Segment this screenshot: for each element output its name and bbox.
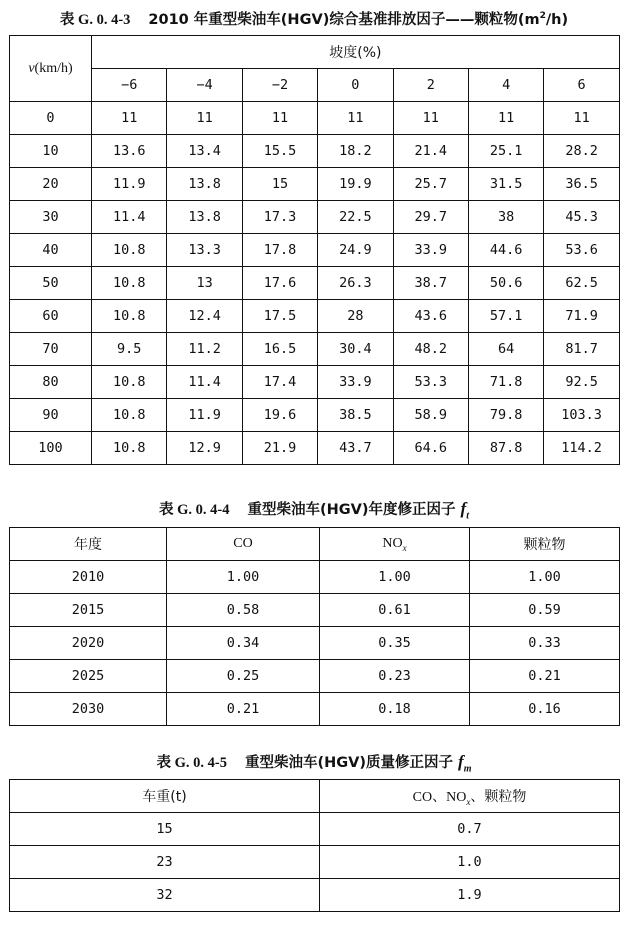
pm-cell: 1.00 bbox=[470, 561, 620, 594]
speed-cell: 0 bbox=[10, 102, 92, 135]
table2-factor: $f_t$ bbox=[460, 499, 469, 522]
grade-header: −6 bbox=[92, 69, 167, 102]
pm-cell: 0.59 bbox=[470, 594, 620, 627]
value-cell: 11.2 bbox=[167, 333, 242, 366]
value-cell: 38.5 bbox=[318, 399, 393, 432]
value-cell: 33.9 bbox=[318, 366, 393, 399]
table-row bbox=[10, 594, 620, 627]
value-cell: 10.8 bbox=[92, 234, 167, 267]
table1-title-sup: 2 bbox=[539, 11, 546, 22]
co-cell: 0.34 bbox=[167, 627, 320, 660]
speed-header bbox=[10, 36, 92, 102]
value-cell: 26.3 bbox=[318, 267, 393, 300]
value-cell: 45.3 bbox=[544, 201, 619, 234]
speed-cell: 50 bbox=[10, 267, 92, 300]
co-cell: 0.58 bbox=[167, 594, 320, 627]
value-cell: 11.9 bbox=[92, 168, 167, 201]
value-cell: 17.6 bbox=[242, 267, 317, 300]
table-row bbox=[10, 879, 620, 912]
value-cell: 12.4 bbox=[167, 300, 242, 333]
value-cell: 38.7 bbox=[393, 267, 468, 300]
table-row bbox=[10, 693, 620, 726]
grade-header: 2 bbox=[393, 69, 468, 102]
speed-cell: 90 bbox=[10, 399, 92, 432]
nox-header: $NO_x$ bbox=[320, 528, 470, 561]
value-cell: 28 bbox=[318, 300, 393, 333]
table1-caption bbox=[0, 8, 628, 29]
table2-caption bbox=[0, 498, 628, 521]
value-cell: 10.8 bbox=[92, 399, 167, 432]
value-cell: 18.2 bbox=[318, 135, 393, 168]
year-cell: 2025 bbox=[10, 660, 167, 693]
table2-number: 表 G. 0. 4-4 bbox=[158, 502, 230, 518]
value-cell: 81.7 bbox=[544, 333, 619, 366]
value-cell: 29.7 bbox=[393, 201, 468, 234]
weight-cell: 15 bbox=[10, 813, 320, 846]
value-cell: 17.3 bbox=[242, 201, 317, 234]
table2-year-factors bbox=[9, 527, 620, 726]
value-cell: 11 bbox=[468, 102, 543, 135]
value-cell: 31.5 bbox=[468, 168, 543, 201]
value-cell: 22.5 bbox=[318, 201, 393, 234]
pm-cell: 0.21 bbox=[470, 660, 620, 693]
value-cell: 44.6 bbox=[468, 234, 543, 267]
value-cell: 71.8 bbox=[468, 366, 543, 399]
table1-title-post: /h) bbox=[545, 12, 569, 28]
value-cell: 12.9 bbox=[167, 432, 242, 465]
year-cell: 2030 bbox=[10, 693, 167, 726]
value-cell: 25.1 bbox=[468, 135, 543, 168]
value-cell: 36.5 bbox=[544, 168, 619, 201]
table1-number: 表 G. 0. 4-3 bbox=[59, 12, 131, 28]
value-cell: 87.8 bbox=[468, 432, 543, 465]
value-cell: 10.8 bbox=[92, 300, 167, 333]
weight-cell: 32 bbox=[10, 879, 320, 912]
value-cell: 11 bbox=[167, 102, 242, 135]
value-cell: 30.4 bbox=[318, 333, 393, 366]
value-cell: 11 bbox=[92, 102, 167, 135]
weight-header: 车重(t) bbox=[10, 780, 320, 813]
table-row bbox=[10, 660, 620, 693]
value-cell: 11.4 bbox=[167, 366, 242, 399]
value-cell: 103.3 bbox=[544, 399, 619, 432]
table-row bbox=[10, 627, 620, 660]
value-cell: 62.5 bbox=[544, 267, 619, 300]
table-row bbox=[10, 813, 620, 846]
value-cell: 17.5 bbox=[242, 300, 317, 333]
table-row bbox=[10, 102, 620, 135]
value-cell: 11.4 bbox=[92, 201, 167, 234]
value-cell: 38 bbox=[468, 201, 543, 234]
value-cell: 11 bbox=[242, 102, 317, 135]
nox-cell: 0.18 bbox=[320, 693, 470, 726]
year-cell: 2010 bbox=[10, 561, 167, 594]
table3-factor: $f_m$ bbox=[458, 752, 472, 775]
co-cell: 1.00 bbox=[167, 561, 320, 594]
table3-title: 重型柴油车(HGV)质量修正因子 bbox=[244, 755, 453, 771]
grade-header: −4 bbox=[167, 69, 242, 102]
table-row bbox=[10, 300, 620, 333]
value-cell: 11 bbox=[544, 102, 619, 135]
table1-emission-factors bbox=[9, 35, 620, 465]
value-cell: 21.4 bbox=[393, 135, 468, 168]
grade-header: 6 bbox=[544, 69, 619, 102]
speed-cell: 30 bbox=[10, 201, 92, 234]
table-row bbox=[10, 168, 620, 201]
table-row bbox=[10, 234, 620, 267]
value-cell: 13 bbox=[167, 267, 242, 300]
value-cell: 15.5 bbox=[242, 135, 317, 168]
value-cell: 64.6 bbox=[393, 432, 468, 465]
nox-cell: 0.61 bbox=[320, 594, 470, 627]
value-cell: 25.7 bbox=[393, 168, 468, 201]
nox-cell: 1.00 bbox=[320, 561, 470, 594]
value-cell: 10.8 bbox=[92, 366, 167, 399]
value-cell: 53.3 bbox=[393, 366, 468, 399]
value-cell: 33.9 bbox=[393, 234, 468, 267]
grade-header-row bbox=[10, 69, 620, 102]
value-cell: 16.5 bbox=[242, 333, 317, 366]
value-cell: 43.7 bbox=[318, 432, 393, 465]
nox-cell: 0.35 bbox=[320, 627, 470, 660]
value-cell: 57.1 bbox=[468, 300, 543, 333]
speed-cell: 10 bbox=[10, 135, 92, 168]
value-cell: 92.5 bbox=[544, 366, 619, 399]
factor-cell: 1.9 bbox=[320, 879, 620, 912]
value-cell: 11 bbox=[393, 102, 468, 135]
factor-cell: 1.0 bbox=[320, 846, 620, 879]
factor-cell: 0.7 bbox=[320, 813, 620, 846]
table-row bbox=[10, 333, 620, 366]
table2-title: 重型柴油车(HGV)年度修正因子 bbox=[247, 502, 456, 518]
table-row bbox=[10, 399, 620, 432]
value-cell: 19.6 bbox=[242, 399, 317, 432]
weight-cell: 23 bbox=[10, 846, 320, 879]
value-cell: 10.8 bbox=[92, 267, 167, 300]
value-cell: 13.4 bbox=[167, 135, 242, 168]
co-cell: 0.21 bbox=[167, 693, 320, 726]
pm-cell: 0.16 bbox=[470, 693, 620, 726]
table-row bbox=[10, 135, 620, 168]
table1-title-pre: 2010 年重型柴油车(HGV)综合基准排放因子——颗粒物(m bbox=[148, 12, 540, 28]
speed-cell: 70 bbox=[10, 333, 92, 366]
value-cell: 17.4 bbox=[242, 366, 317, 399]
table2-body bbox=[10, 561, 620, 726]
speed-cell: 80 bbox=[10, 366, 92, 399]
grade-header: −2 bbox=[242, 69, 317, 102]
value-cell: 21.9 bbox=[242, 432, 317, 465]
value-cell: 71.9 bbox=[544, 300, 619, 333]
value-cell: 28.2 bbox=[544, 135, 619, 168]
pollutants-header: CO、$NO_x$、颗粒物 bbox=[320, 780, 620, 813]
year-header: 年度 bbox=[10, 528, 167, 561]
value-cell: 48.2 bbox=[393, 333, 468, 366]
value-cell: 58.9 bbox=[393, 399, 468, 432]
value-cell: 24.9 bbox=[318, 234, 393, 267]
speed-cell: 20 bbox=[10, 168, 92, 201]
co-cell: 0.25 bbox=[167, 660, 320, 693]
value-cell: 79.8 bbox=[468, 399, 543, 432]
value-cell: 53.6 bbox=[544, 234, 619, 267]
value-cell: 15 bbox=[242, 168, 317, 201]
value-cell: 19.9 bbox=[318, 168, 393, 201]
value-cell: 13.3 bbox=[167, 234, 242, 267]
value-cell: 10.8 bbox=[92, 432, 167, 465]
speed-cell: 60 bbox=[10, 300, 92, 333]
year-cell: 2015 bbox=[10, 594, 167, 627]
value-cell: 17.8 bbox=[242, 234, 317, 267]
speed-cell: 100 bbox=[10, 432, 92, 465]
grade-header: 4 bbox=[468, 69, 543, 102]
value-cell: 13.6 bbox=[92, 135, 167, 168]
value-cell: 13.8 bbox=[167, 168, 242, 201]
year-cell: 2020 bbox=[10, 627, 167, 660]
value-cell: 64 bbox=[468, 333, 543, 366]
table-row bbox=[10, 432, 620, 465]
table-row bbox=[10, 201, 620, 234]
table3-caption bbox=[0, 751, 628, 774]
nox-cell: 0.23 bbox=[320, 660, 470, 693]
table3-weight-factors bbox=[9, 779, 620, 912]
table-row bbox=[10, 561, 620, 594]
speed-cell: 40 bbox=[10, 234, 92, 267]
pm-header: 颗粒物 bbox=[470, 528, 620, 561]
table-row bbox=[10, 267, 620, 300]
value-cell: 43.6 bbox=[393, 300, 468, 333]
table-row bbox=[10, 846, 620, 879]
pm-cell: 0.33 bbox=[470, 627, 620, 660]
value-cell: 11.9 bbox=[167, 399, 242, 432]
table1-body bbox=[10, 102, 620, 465]
co-header: CO bbox=[167, 528, 320, 561]
value-cell: 13.8 bbox=[167, 201, 242, 234]
value-cell: 114.2 bbox=[544, 432, 619, 465]
value-cell: 50.6 bbox=[468, 267, 543, 300]
value-cell: 11 bbox=[318, 102, 393, 135]
speed-header-var: v bbox=[28, 60, 35, 76]
speed-header-unit: (km/h) bbox=[34, 60, 73, 76]
table3-number: 表 G. 0. 4-5 bbox=[156, 755, 227, 771]
table3-body bbox=[10, 813, 620, 912]
value-cell: 9.5 bbox=[92, 333, 167, 366]
grade-header: 0 bbox=[318, 69, 393, 102]
grade-group-header: 坡度(%) bbox=[92, 36, 620, 69]
table-row bbox=[10, 366, 620, 399]
